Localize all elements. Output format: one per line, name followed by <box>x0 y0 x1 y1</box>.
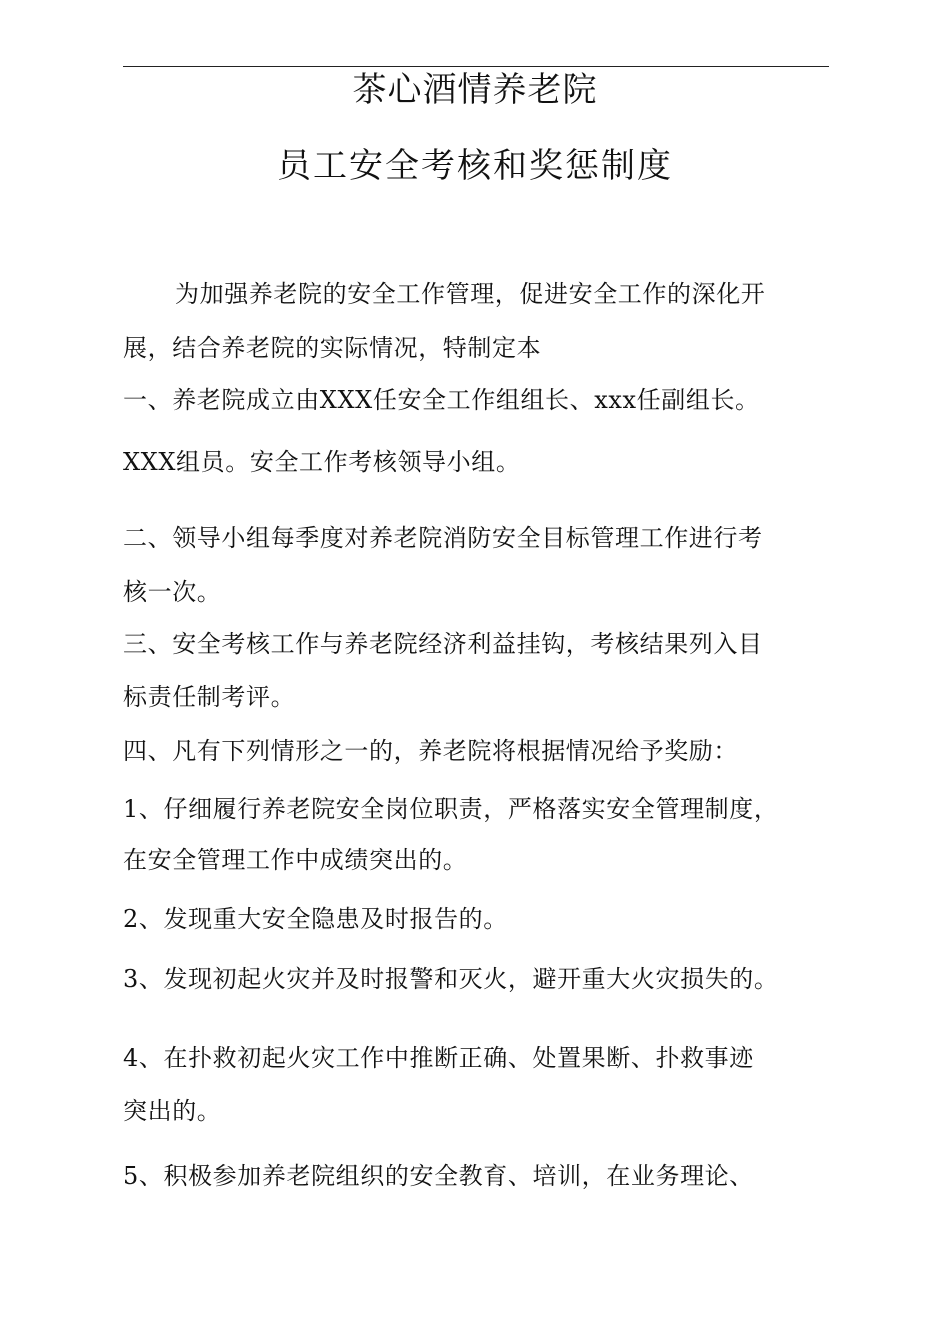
paragraph-line: 4、在扑救初起火灾工作中推断正确、处置果断、扑救事迹 <box>123 1044 754 1072</box>
paragraph-line: 2、发现重大安全隐患及时报告的。 <box>123 905 508 933</box>
paragraph-line: 突出的。 <box>123 1097 222 1125</box>
paragraph-line: XXX组员。安全工作考核领导小组。 <box>123 448 521 476</box>
document-title: 茶心酒情养老院 <box>352 70 598 110</box>
paragraph-line: 标责任制考评。 <box>123 683 296 711</box>
paragraph-line: 5、积极参加养老院组织的安全教育、培训，在业务理论、 <box>123 1162 754 1190</box>
paragraph-line: 三、安全考核工作与养老院经济利益挂钩，考核结果列入目 <box>123 630 763 658</box>
paragraph-line: 1、仔细履行养老院安全岗位职责，严格落实安全管理制度， <box>123 795 779 823</box>
paragraph-line: 3、发现初起火灾并及时报警和灭火，避开重大火灾损失的。 <box>123 965 779 993</box>
paragraph-line: 为加强养老院的安全工作管理，促进安全工作的深化开 <box>175 280 766 308</box>
paragraph-line: 一、养老院成立由XXX任安全工作组组长、xxx任副组长。 <box>123 386 760 414</box>
document-subtitle: 员工安全考核和奖惩制度 <box>277 146 673 186</box>
paragraph-line: 核一次。 <box>123 578 222 606</box>
paragraph-line: 四、凡有下列情形之一的，养老院将根据情况给予奖励： <box>123 737 738 765</box>
paragraph-line: 展，结合养老院的实际情况，特制定本 <box>123 334 542 362</box>
paragraph-line: 二、领导小组每季度对养老院消防安全目标管理工作进行考 <box>123 524 763 552</box>
paragraph-line: 在安全管理工作中成绩突出的。 <box>123 846 468 874</box>
